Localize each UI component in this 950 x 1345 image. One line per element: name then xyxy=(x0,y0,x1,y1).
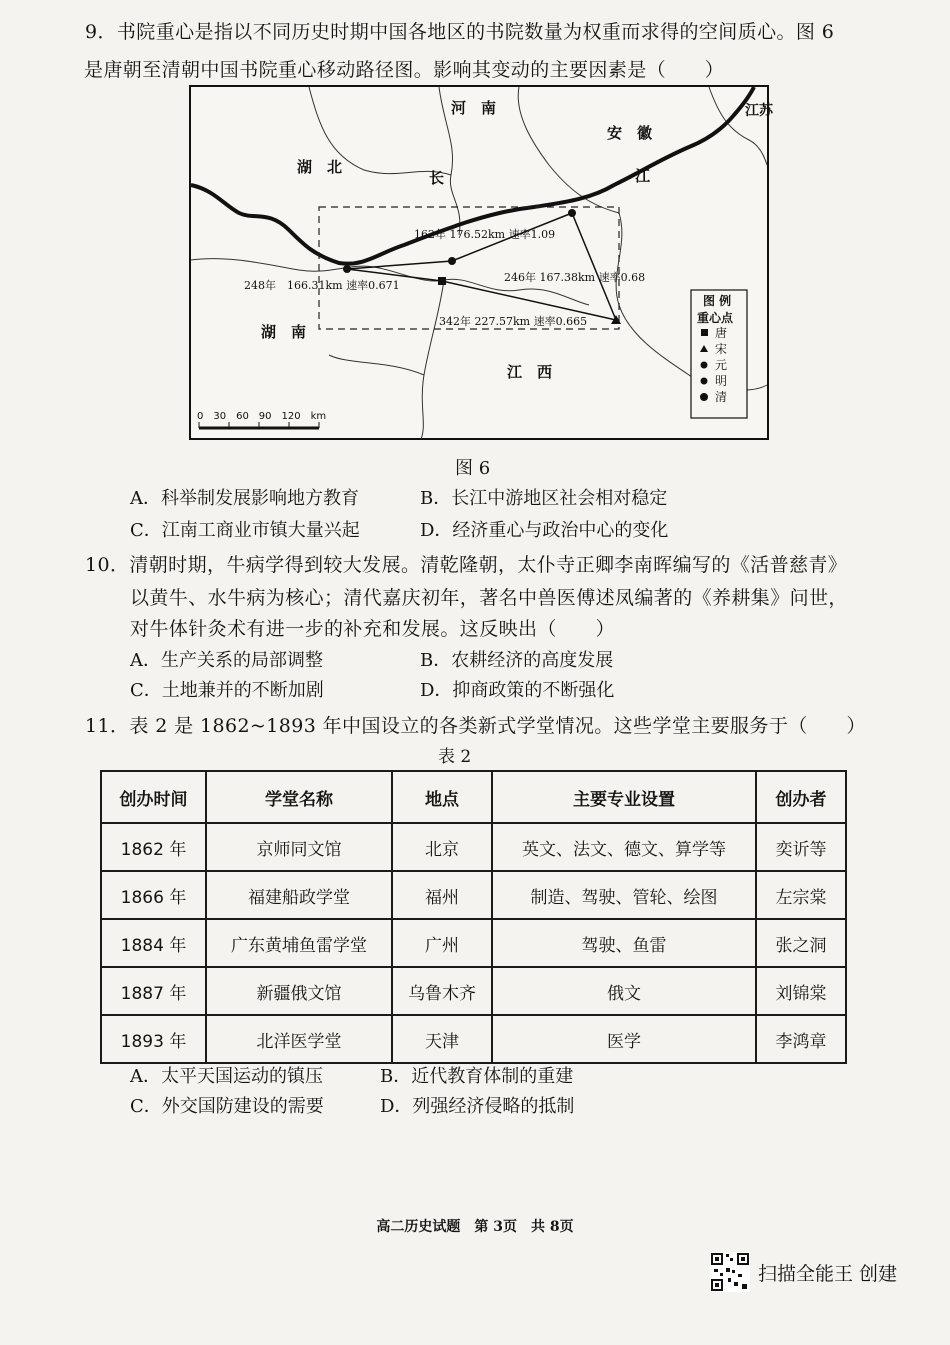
table-cell: 医学 xyxy=(492,1015,756,1063)
table-cell: 制造、驾驶、管轮、绘图 xyxy=(492,871,756,919)
label-anhui: 安 徽 xyxy=(607,124,653,142)
q10-option-c: C．土地兼并的不断加剧 xyxy=(130,680,324,701)
table-cell: 广东黄埔鱼雷学堂 xyxy=(206,919,392,967)
table-cell: 张之洞 xyxy=(756,919,846,967)
q11-option-c: C．外交国防建设的需要 xyxy=(130,1096,324,1117)
table-cell: 新疆俄文馆 xyxy=(206,967,392,1015)
centroid-qing xyxy=(343,265,351,273)
centroid-ming xyxy=(448,257,456,265)
table-cell: 天津 xyxy=(392,1015,492,1063)
table-cell: 刘锦棠 xyxy=(756,967,846,1015)
label-jiang: 江 xyxy=(635,167,651,185)
q11-option-a: A．太平天国运动的镇压 xyxy=(130,1066,323,1087)
table-cell: 驾驶、鱼雷 xyxy=(492,919,756,967)
table-cell: 1862 年 xyxy=(101,823,206,871)
table-row xyxy=(101,871,846,919)
legend-dot-icon xyxy=(700,393,708,401)
table-cell: 乌鲁木齐 xyxy=(392,967,492,1015)
q10-line2: 以黄牛、水牛病为核心；清代嘉庆初年，著名中兽医傅述凤编著的《养耕集》问世， xyxy=(130,587,848,609)
map-legend xyxy=(691,290,747,418)
table-cell: 1884 年 xyxy=(101,919,206,967)
table-row xyxy=(101,1015,846,1063)
q9-option-d: D．经济重心与政治中心的变化 xyxy=(420,520,669,541)
table-cell: 俄文 xyxy=(492,967,756,1015)
q11-line1: 11．表 2 是 1862~1893 年中国设立的各类新式学堂情况。这些学堂主要服务于（ ） xyxy=(85,715,866,737)
legend-dot-icon xyxy=(701,378,708,385)
table-cell: 北京 xyxy=(392,823,492,871)
table-cell: 北洋医学堂 xyxy=(206,1015,392,1063)
legend-item-song: 宋 xyxy=(715,342,728,356)
legend-item-ming: 明 xyxy=(715,374,728,388)
legend-title: 图 例 xyxy=(703,294,732,308)
legend-square-icon xyxy=(701,329,708,336)
q10-line3: 对牛体针灸术有进一步的补充和发展。这反映出（ ） xyxy=(130,618,616,640)
qr-code-icon xyxy=(710,1252,750,1292)
table-cell: 奕䜣等 xyxy=(756,823,846,871)
q10-line1: 10．清朝时期，牛病学得到较大发展。清乾隆朝，太仆寺正卿李南晖编写的《活普慈青》 xyxy=(85,554,848,576)
table-cell: 李鸿章 xyxy=(756,1015,846,1063)
legend-subtitle: 重心点 xyxy=(697,311,734,325)
table-header-row xyxy=(101,771,846,823)
figure-6-map xyxy=(189,85,773,440)
segment-label-1: 162年 176.52km 速率1.09 xyxy=(414,228,556,241)
q9-option-a: A．科举制发展影响地方教育 xyxy=(130,488,359,509)
q10-option-a: A．生产关系的局部调整 xyxy=(130,650,323,671)
segment-label-3: 246年 167.38km 速率0.68 xyxy=(504,271,646,284)
table-cell: 英文、法文、德文、算学等 xyxy=(492,823,756,871)
table-header: 学堂名称 xyxy=(206,771,392,823)
legend-item-yuan: 元 xyxy=(715,358,728,372)
q9-line1: 9．书院重心是指以不同历史时期中国各地区的书院数量为权重而求得的空间质心。图 6 xyxy=(85,21,835,43)
q10-option-d: D．抑商政策的不断强化 xyxy=(420,680,615,701)
q11-option-b: B．近代教育体制的重建 xyxy=(380,1066,574,1087)
centroid-yuan xyxy=(568,209,576,217)
q11-option-d: D．列强经济侵略的抵制 xyxy=(380,1096,575,1117)
table-cell: 1866 年 xyxy=(101,871,206,919)
legend-item-qing: 清 xyxy=(715,390,728,404)
table-cell: 1887 年 xyxy=(101,967,206,1015)
table-header: 主要专业设置 xyxy=(492,771,756,823)
table-cell: 左宗棠 xyxy=(756,871,846,919)
table-header: 地点 xyxy=(392,771,492,823)
segment-label-4: 342年 227.57km 速率0.665 xyxy=(439,315,588,328)
table-row xyxy=(101,967,846,1015)
table-cell: 京师同文馆 xyxy=(206,823,392,871)
centroid-tang xyxy=(438,277,446,285)
figure-6-caption: 图 6 xyxy=(455,458,491,479)
page-footer: 高二历史试题 第 3页 共 8页 xyxy=(376,1219,574,1235)
label-hubei: 湖 北 xyxy=(297,158,343,176)
label-henan: 河 南 xyxy=(451,99,497,117)
map-frame xyxy=(190,86,768,439)
q9-line2: 是唐朝至清朝中国书院重心移动路径图。影响其变动的主要因素是（ ） xyxy=(84,59,725,81)
table-cell: 福州 xyxy=(392,871,492,919)
table-2-caption: 表 2 xyxy=(438,747,472,767)
table-header: 创办时间 xyxy=(101,771,206,823)
table-row xyxy=(101,823,846,871)
segment-label-2: 248年 166.31km 速率0.671 xyxy=(244,279,400,292)
q10-option-b: B．农耕经济的高度发展 xyxy=(420,650,614,671)
scan-watermark-text: 扫描全能王 创建 xyxy=(758,1262,898,1285)
label-jiangxi: 江 西 xyxy=(507,363,553,381)
q9-option-c: C．江南工商业市镇大量兴起 xyxy=(130,520,360,541)
scan-watermark xyxy=(710,1250,897,1294)
label-jiangsu: 江苏 xyxy=(745,103,773,119)
label-chang: 长 xyxy=(429,169,445,187)
label-hunan: 湖 南 xyxy=(261,323,307,341)
table-header: 创办者 xyxy=(756,771,846,823)
legend-item-tang: 唐 xyxy=(715,326,728,340)
q9-option-b: B．长江中游地区社会相对稳定 xyxy=(420,488,668,509)
table-2 xyxy=(100,770,847,1064)
scale-bar-label: 0 30 60 90 120 km xyxy=(197,411,327,422)
table-cell: 广州 xyxy=(392,919,492,967)
legend-dot-icon xyxy=(701,362,708,369)
table-cell: 福建船政学堂 xyxy=(206,871,392,919)
table-cell: 1893 年 xyxy=(101,1015,206,1063)
table-row xyxy=(101,919,846,967)
